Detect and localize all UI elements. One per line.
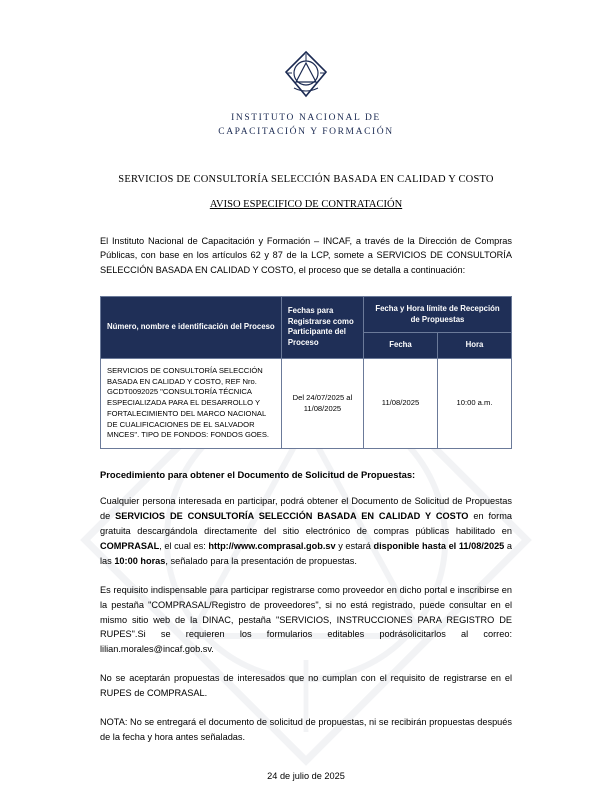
table-header-deadline: Fecha y Hora límite de Recepción de Propuestas bbox=[364, 297, 512, 333]
p2-part1: Es requisito indispensable para participar registrarse como proveedor en dicho portal e inscribirse en la pestaña "COMPRASAL/Registro de proveedores", si no está registrado, puede consultar en el mismo sitio web de la DINAC, pestaña "SERVICIOS, INSTRUCCIONES PARA REGISTRO DE RUPES".Si se requieren los formularios editables podrásolicitarlos al correo: bbox=[100, 584, 512, 640]
header-crest-block bbox=[100, 50, 512, 103]
national-coat-of-arms-icon bbox=[284, 50, 328, 98]
procedure-title: Procedimiento para obtener el Documento de Solicitud de Propuestas: bbox=[100, 469, 416, 481]
page-title: SERVICIOS DE CONSULTORÍA SELECCIÓN BASADA EN CALIDAD Y COSTO bbox=[118, 173, 494, 185]
comprasal-link[interactable]: http://www.comprasal.gob.sv bbox=[208, 540, 336, 551]
institution-line-2: CAPACITACIÓN Y FORMACIÓN bbox=[218, 127, 394, 138]
page-subtitle: AVISO ESPECIFICO DE CONTRATACIÓN bbox=[209, 198, 403, 210]
table-header-register-dates: Fechas para Registrarse como Participante del Proceso bbox=[281, 297, 363, 359]
contact-email[interactable]: lilian.morales@incaf.gob.sv bbox=[100, 644, 212, 655]
intro-paragraph: El Instituto Nacional de Capacitación y Formación – INCAF, a través de la Dirección de Compras Públicas, con base en los artículos 62 y 87 de la LCP, somete a SERVICIOS DE CONSULTORÍA SELECCIÓN BASADA EN CALIDAD Y COSTO, el proceso que se detalla a continuación: bbox=[100, 235, 512, 276]
institution-name bbox=[100, 111, 512, 140]
table-header-deadline-date: Fecha bbox=[364, 333, 438, 359]
p1-part4: y estará bbox=[335, 540, 374, 551]
process-table bbox=[100, 296, 512, 449]
p1-part6: , señalado para la presentación de propuestas. bbox=[165, 555, 357, 566]
document-date: 24 de julio de 2025 bbox=[267, 770, 345, 781]
table-header-process: Número, nombre e identificación del Proceso bbox=[101, 297, 282, 359]
procedure-paragraph-1 bbox=[100, 494, 512, 569]
p1-part1: Cualquier persona interesada en participar, podrá obtener el Documento de Solicitud de Propuestas de bbox=[100, 496, 512, 522]
procedure-paragraph-2 bbox=[100, 583, 512, 658]
table-row bbox=[101, 358, 512, 448]
table-header bbox=[101, 297, 512, 359]
p1-part5: a las bbox=[100, 540, 512, 566]
cell-deadline-date: 11/08/2025 bbox=[364, 358, 438, 448]
p1-bold3: disponible hasta el 11/08/2025 bbox=[373, 540, 505, 551]
table-header-row-1 bbox=[101, 297, 512, 333]
p1-bold1: SERVICIOS DE CONSULTORÍA SELECCIÓN BASADA EN CALIDAD Y COSTO bbox=[115, 511, 469, 522]
institution-line-1: INSTITUTO NACIONAL DE bbox=[231, 113, 381, 123]
table-body bbox=[101, 358, 512, 448]
procedure-paragraph-3: No se aceptarán propuestas de interesados que no cumplan con el requisito de registrarse en el RUPES de COMPRASAL. bbox=[100, 673, 512, 699]
cell-register-dates: Del 24/07/2025 al 11/08/2025 bbox=[281, 358, 363, 448]
p1-part2: en forma gratuita descargándola directamente del sitio electrónico de compras públicas habilitado en bbox=[100, 511, 512, 537]
table-header-deadline-time: Hora bbox=[438, 333, 512, 359]
cell-deadline-time: 10:00 a.m. bbox=[438, 358, 512, 448]
p1-part3: , el cual es: bbox=[159, 540, 209, 551]
p1-bold4: 10:00 horas bbox=[114, 555, 166, 566]
p1-bold2: COMPRASAL bbox=[100, 540, 160, 551]
p2-part2: . bbox=[211, 644, 214, 655]
cell-process-description: SERVICIOS DE CONSULTORÍA SELECCIÓN BASADA EN CALIDAD Y COSTO, REF Nro. GCDT0092025 "CONSULTORÍA TÉCNICA ESPECIALIZADA PARA EL DESARROLLO Y FORTALECIMIENTO DEL MARCO NACIONAL DE CUALIFICACIONES DE EL SALVADOR MNCES". TIPO DE FONDOS: FONDOS GOES. bbox=[101, 358, 282, 448]
procedure-paragraph-4: NOTA: No se entregará el documento de solicitud de propuestas, ni se recibirán propuestas después de la fecha y hora antes señaladas. bbox=[100, 717, 512, 743]
